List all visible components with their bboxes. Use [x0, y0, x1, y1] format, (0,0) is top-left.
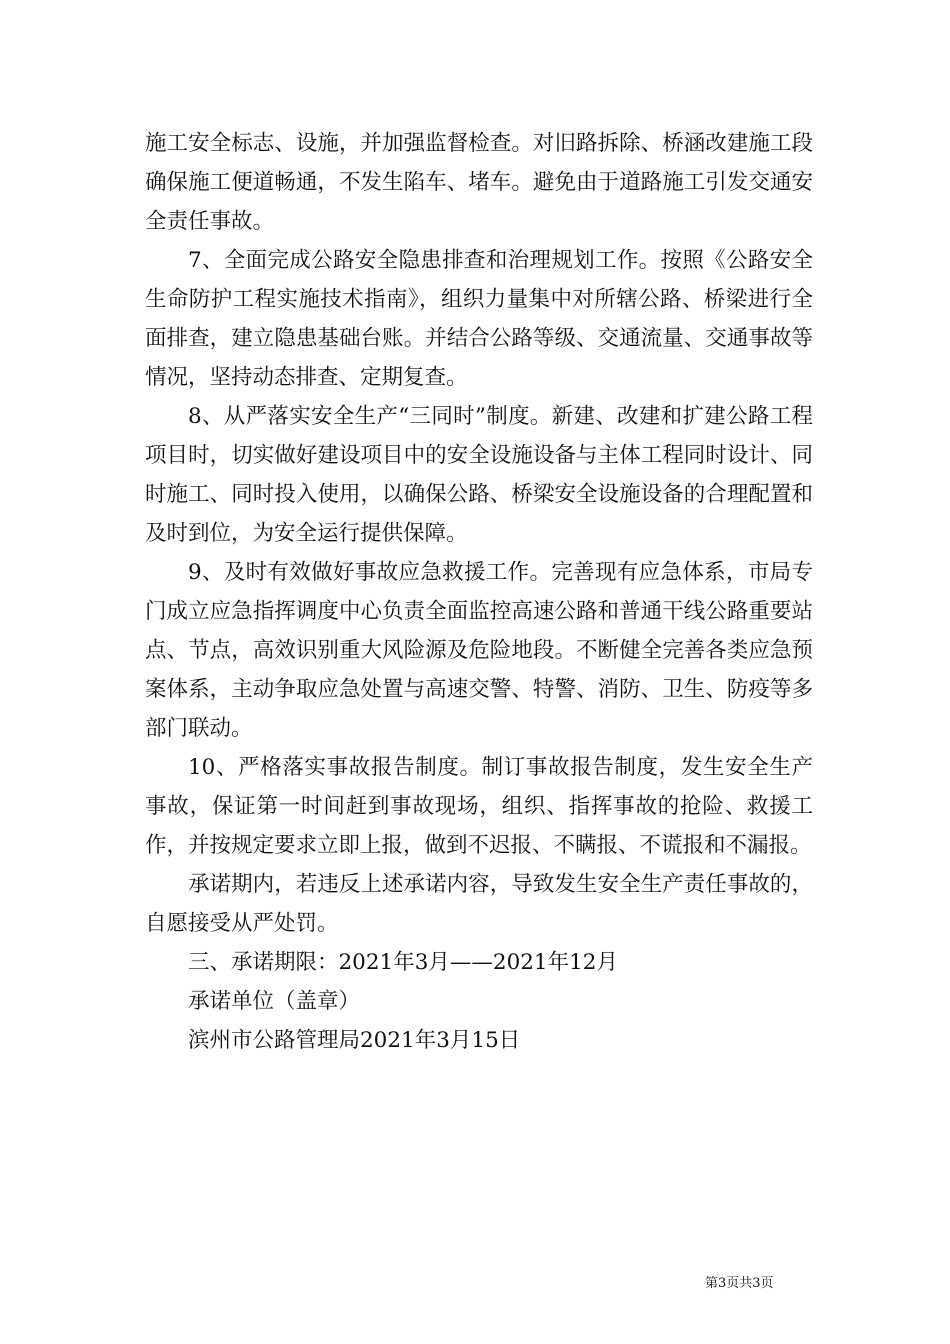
commitment-period: 三、承诺期限：2021年3月——2021年12月 — [188, 950, 618, 975]
signature-and-date: 滨州市公路管理局2021年3月15日 — [188, 1028, 521, 1053]
paragraph-item-9: 9、及时有效做好事故应急救援工作。完善现有应急体系，市局专门成立应急指挥调度中心负责全面监控高速公路和普通干线公路重要站点、节点，高效识别重大风险源及危险地段。不断健全完善各类应急预案体系，主动争取应急处置与高速交警、特警、消防、卫生、防疫等多部门联动。 — [145, 560, 813, 741]
paragraph-item-7: 7、全面完成公路安全隐患排查和治理规划工作。按照《公路安全生命防护工程实施技术指南》，组织力量集中对所辖公路、桥梁进行全面排查，建立隐患基础台账。并结合公路等级、交通流量、交通事故等情况，坚持动态排查、定期复查。 — [145, 248, 813, 390]
document-body — [145, 124, 813, 1060]
paragraph-item-10: 10、严格落实事故报告制度。制订事故报告制度，发生安全生产事故，保证第一时间赶到事故现场，组织、指挥事故的抢险、救援工作，并按规定要求立即上报，做到不迟报、不瞒报、不谎报和不漏报。 — [145, 755, 813, 858]
page-number: 第3页共3页 — [705, 1276, 774, 1291]
paragraph-item-8: 8、从严落实安全生产“三同时”制度。新建、改建和扩建公路工程项目时，切实做好建设项目中的安全设施设备与主体工程同时设计、同时施工、同时投入使用，以确保公路、桥梁安全设施设备的合理配置和及时到位，为安全运行提供保障。 — [145, 404, 813, 546]
commitment-unit-label: 承诺单位（盖章） — [188, 989, 361, 1014]
paragraph-continuation: 施工安全标志、设施，并加强监督检查。对旧路拆除、桥涵改建施工段确保施工便道畅通，不发生陷车、堵车。避免由于道路施工引发交通安全责任事故。 — [145, 131, 813, 234]
paragraph-commitment-clause: 承诺期内，若违反上述承诺内容，导致发生安全生产责任事故的，自愿接受从严处罚。 — [145, 872, 813, 936]
